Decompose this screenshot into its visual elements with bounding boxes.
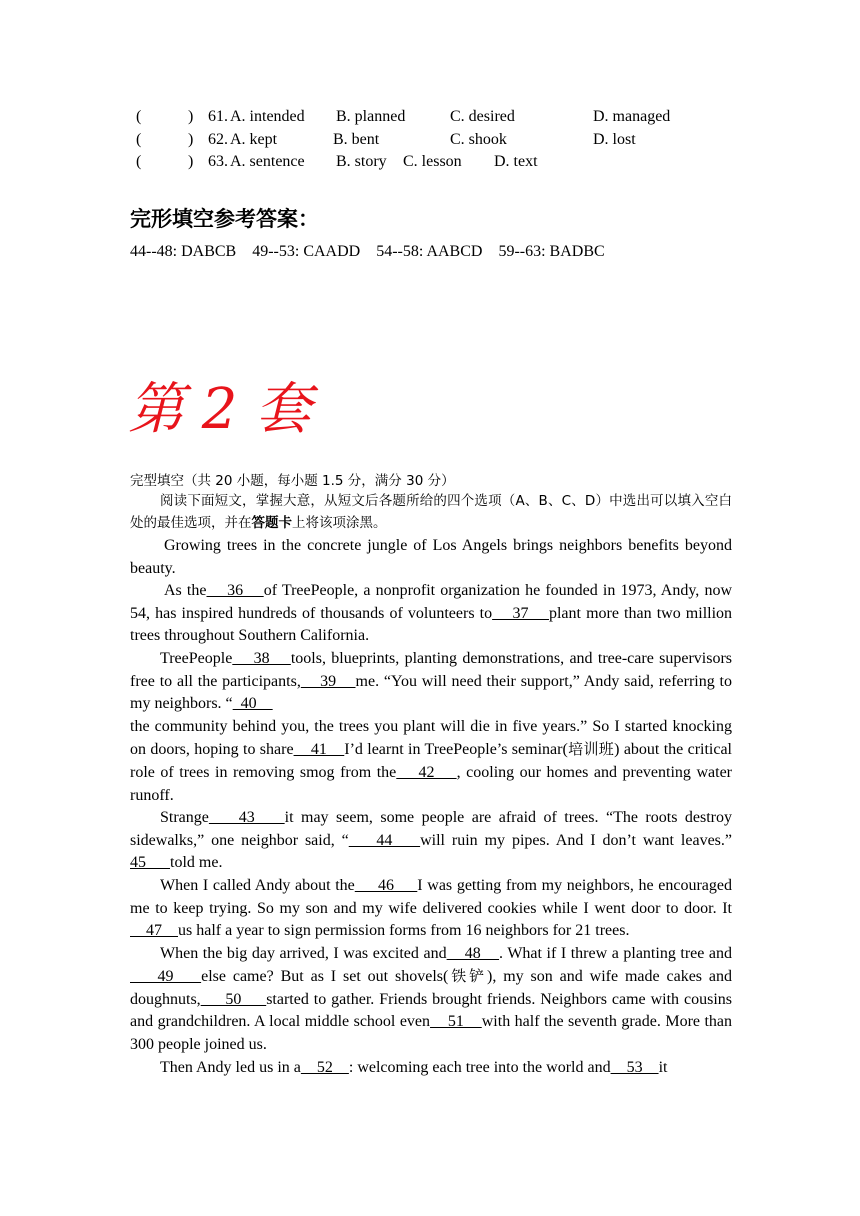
option-a: A. kept [230,131,278,148]
option-d: D. managed [593,108,671,125]
blank-39: 39 [300,672,356,690]
section-directions: 阅读下面短文，掌握大意，从短文后各题所给的四个选项（A、B、C、D）中选出可以填入空白处的最佳选项，并在答题卡上将该项涂黑。 [130,493,732,531]
option-c: C. lesson [403,153,462,170]
option-b: B. bent [333,131,380,148]
blank-47: 47 [130,922,178,940]
option-a: A. intended [230,108,305,125]
option-d: D. lost [593,131,636,148]
blank-48: 48 [446,944,500,962]
blank-52: 52 [300,1058,349,1076]
blank-53: 53 [610,1058,659,1076]
option-c: C. shook [450,131,507,148]
blank-38: 38 [232,649,291,667]
blank-37: 37 [492,604,549,622]
blank-43: 43 [208,809,285,827]
blank-51: 51 [430,1013,482,1031]
paragraph-1: Growing trees in the concrete jungle of Los Angels brings neighbors benefits beyond beauty. [130,537,732,577]
answer-heading: 完形填空参考答案： [130,207,319,231]
section-instruction: 完型填空（共 20 小题，每小题 1.5 分，满分 30 分） [130,473,455,489]
paragraph-2: As the 36 of TreePeople, a nonprofit organization he founded in 1973, Andy, now 54, has inspired hundreds of thousands of volunteers to 37 plant more than two million trees throughout Southern California. [130,582,733,645]
blank-36: 36 [206,582,264,600]
blank-50: 50 [200,990,267,1008]
blank-40: 40 [232,695,273,713]
blank-49: 49 [130,968,202,986]
blank-46: 46 [354,876,418,894]
option-c: C. desired [450,108,515,125]
option-b: B. planned [336,108,406,125]
answer-key: 44--48: DABCB 49--53: CAADD 54--58: AABCD 59--63: BADBC [130,243,605,260]
blank-42: 42 [396,763,457,781]
paragraph-3: TreePeople 38 tools, blueprints, planting demonstrations, and tree-care supervisors free to all the participants, 39 me. “You will need their support,” Andy said, referring to my neighbors. “ 40 the community behind you, the trees you plant will die in five years.” So I started knocking on doors, hoping to share 41 I’d learnt in TreePeople’s seminar(培训班) about the critical role of trees in removing smog from the 42 , cooling our homes and preventing water runoff. [130,649,733,804]
option-d: D. text [494,153,538,170]
option-a: A. sentence [230,153,305,170]
blank-45: 45 [130,854,170,872]
set-title: 第 2 套 [128,377,312,442]
blank-44: 44 [348,831,421,849]
option-b: B. story [336,153,387,170]
paragraph-7: Then Andy led us in a 52 : welcoming each tree into the world and 53 it [160,1058,668,1076]
paragraph-6: When the big day arrived, I was excited and 48 . What if I threw a planting tree and 49 else came? But as I set out shovels(铁铲), my son and wife made cakes and doughnuts, 50 started to gather. Friends brought friends. Neighbors came with cousins and grandchildren. A local middle school even 51 with half the seventh grade. More than 300 people joined us. [130,944,733,1054]
cloze-passage [130,535,732,1079]
blank-41: 41 [293,741,345,759]
paragraph-5: When I called Andy about the 46 I was getting from my neighbors, he encouraged me to keep trying. So my son and my wife delivered cookies while I went door to door. It 47 us half a year to sign permission forms from 16 neighbors for 21 trees. [130,876,732,940]
paragraph-4: Strange 43 it may seem, some people are afraid of trees. “The roots destroy sidewalks,” one neighbor said, “ 44 will ruin my pipes. And I don’t want leaves.” 45 told me. [130,809,732,872]
